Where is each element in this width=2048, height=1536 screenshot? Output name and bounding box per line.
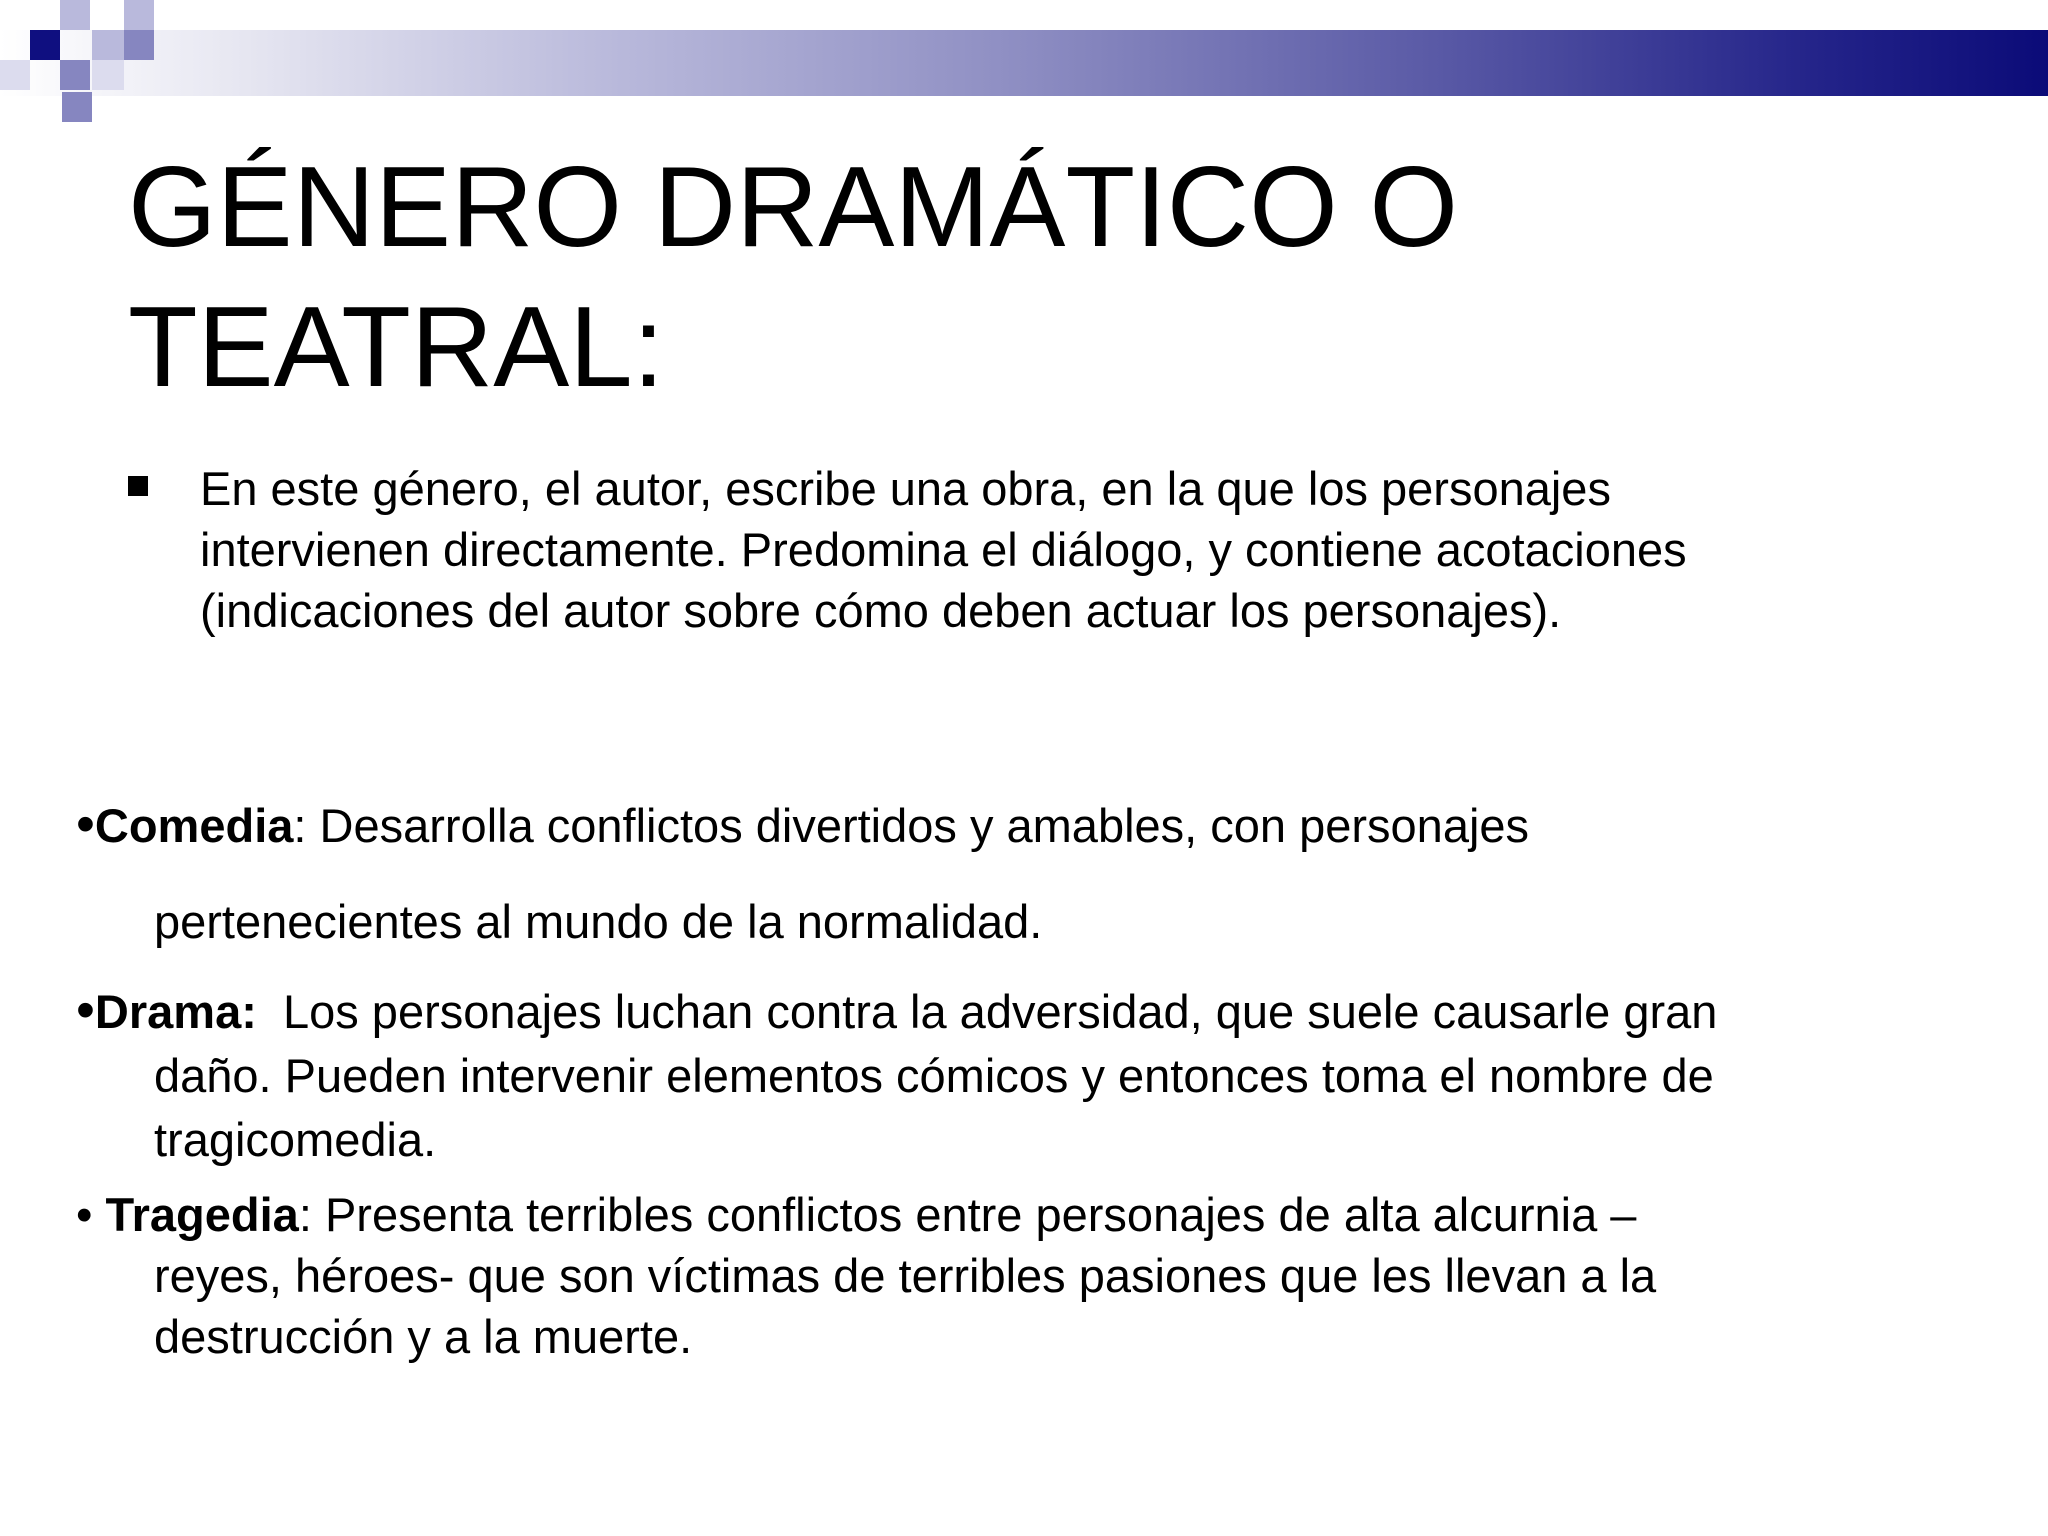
corner-square-pale	[92, 60, 124, 90]
subgenre-separator: :	[293, 799, 307, 852]
subgenre-drama	[76, 978, 1717, 1172]
intro-line: intervienen directamente. Predomina el diálogo, y contiene acotaciones	[200, 523, 1687, 576]
subgenre-description: Presenta terribles conflictos entre personajes de alta alcurnia –	[311, 1188, 1637, 1241]
corner-square-dark	[30, 30, 60, 60]
subgenre-description: Desarrolla conflictos divertidos y amables, con personajes	[306, 799, 1530, 852]
subgenre-comedia	[76, 776, 1529, 970]
subgenre-tragedia	[76, 1184, 1656, 1367]
bullet-dot-icon: •	[76, 1188, 106, 1241]
subgenre-continuation: destrucción y a la muerte.	[154, 1310, 693, 1363]
subgenre-first-line	[76, 1184, 1656, 1245]
corner-square-mid	[62, 92, 92, 122]
corner-square-pale	[0, 60, 30, 90]
corner-square-light	[124, 0, 154, 30]
slide-title-line: TEATRAL:	[128, 284, 665, 411]
corner-square-light	[92, 30, 124, 60]
subgenre-continuation: pertenecientes al mundo de la normalidad.	[154, 895, 1043, 948]
intro-text	[200, 458, 1924, 641]
slide-title-line: GÉNERO DRAMÁTICO O	[128, 144, 1459, 271]
intro-line: En este género, el autor, escribe una obra, en la que los personajes	[200, 462, 1611, 515]
subgenre-term: Tragedia	[105, 1188, 299, 1241]
subgenre-separator: :	[298, 1188, 312, 1241]
subgenre-term: Comedia	[94, 799, 294, 852]
corner-square-mid	[60, 60, 90, 90]
intro-paragraph	[124, 458, 1924, 641]
corner-square-light	[60, 0, 90, 30]
slide-title	[128, 138, 1828, 418]
subgenre-first-line	[76, 776, 1529, 874]
header-gradient-band	[0, 30, 2048, 96]
subgenre-continuation: reyes, héroes- que son víctimas de terribles pasiones que les llevan a la	[154, 1249, 1657, 1302]
bullet-dot-icon: •	[76, 980, 95, 1040]
subgenre-continuation: daño. Pueden intervenir elementos cómicos y entonces toma el nombre de	[154, 1049, 1714, 1102]
bullet-dot-icon: •	[76, 794, 95, 854]
subgenre-first-line	[76, 978, 1717, 1044]
subgenre-continuation: tragicomedia.	[154, 1113, 437, 1166]
corner-square-mid	[124, 30, 154, 60]
subgenre-term: Drama:	[94, 985, 257, 1038]
intro-line: (indicaciones del autor sobre cómo deben actuar los personajes).	[200, 584, 1562, 637]
square-bullet-icon	[128, 476, 148, 496]
subgenre-description: Los personajes luchan contra la adversidad, que suele causarle gran	[256, 985, 1718, 1038]
